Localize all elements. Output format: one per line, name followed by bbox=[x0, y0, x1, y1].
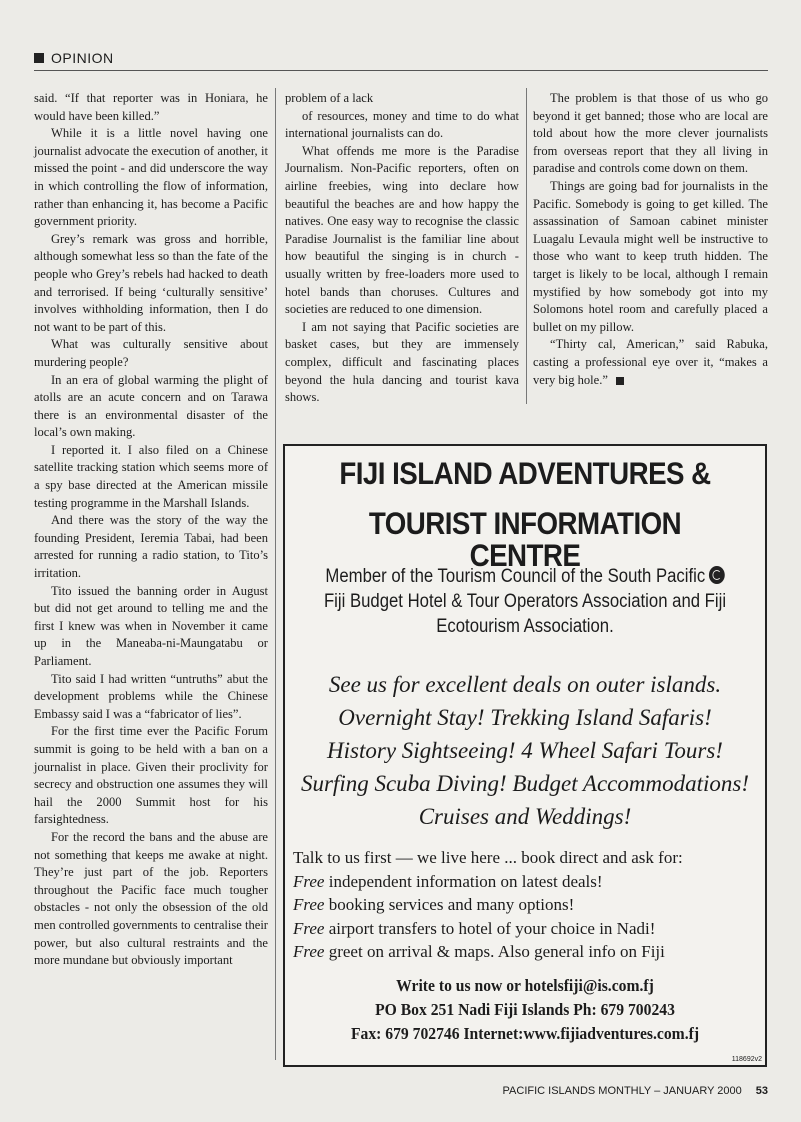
header-rule bbox=[34, 70, 768, 71]
article-column-1 bbox=[34, 90, 268, 970]
ad-slogan-line: Surfing Scuba Diving! Budget Accommodations! bbox=[300, 771, 749, 796]
ad-slogan-line: Cruises and Weddings! bbox=[418, 804, 632, 829]
ad-slogans bbox=[285, 668, 765, 833]
ad-contact-fax-web: Fax: 679 702746 Internet:www.fijiadventures.com.fj bbox=[350, 1024, 700, 1043]
column-divider bbox=[275, 88, 276, 1060]
paragraph: Tito said I had written “untruths” abut the development problems while the Chinese Embassy said I was a “fabricator of lies”. bbox=[34, 671, 268, 721]
paragraph: For the first time ever the Pacific Forum summit is going to be held with a ban on a journalist in place. Given their proclivity for secrecy and obstruction one assumes they will hail the 2000 Summit host for his farsightedness. bbox=[34, 724, 268, 827]
paragraph: The problem is that those of us who go beyond it get banned; those who are local are told about how the more clever journalists from overseas report that they all living in paradise and controls come down on them. bbox=[533, 91, 768, 176]
ad-member-line: Ecotourism Association. bbox=[436, 616, 614, 637]
publication-line: PACIFIC ISLANDS MONTHLY – JANUARY 2000 bbox=[502, 1085, 742, 1097]
free-label: Free bbox=[293, 942, 325, 961]
ad-title-line-2: TOURIST INFORMATION CENTRE bbox=[368, 505, 682, 573]
paragraph: While it is a little novel having one journalist advocate the execution of another, it missed the point - and did underscore the way in which controlling the flow of information, rather than enhancing it, has become a Pacific government priority. bbox=[34, 126, 268, 229]
section-marker-icon bbox=[34, 53, 44, 63]
ad-contact-email: Write to us now or hotelsfiji@is.com.fj bbox=[396, 976, 654, 995]
ad-member-line: Fiji Budget Hotel & Tour Operators Association and Fiji bbox=[323, 591, 727, 612]
page-footer bbox=[503, 1085, 768, 1097]
closing-quote: “Thirty cal, American,” said Rabuka, casting a professional eye over it, “makes a very big hole.” bbox=[533, 337, 768, 387]
paragraph bbox=[533, 336, 768, 389]
globe-logo-icon bbox=[709, 566, 725, 584]
paragraph: For the record the bans and the abuse are not something that keeps me awake at night. They’re just part of the job. Reporters throughout the Pacific face much tougher obstacles - not only the obsession of the old men controlled governments to centralise their power, but also cultural restraints and the more mundane but obviously important bbox=[34, 829, 268, 968]
section-header bbox=[34, 50, 114, 66]
paragraph: Things are going bad for journalists in the Pacific. Somebody is going to get killed. The assassination of Samoan cabinet minister Luagalu Levaula might well be instructive to those who want to keep truth hidden. The target is likely to be local, although I remain mystified by how somebody got into my Solomons hotel room and carefully placed a bullet on my pillow. bbox=[533, 178, 768, 334]
ad-membership bbox=[321, 564, 729, 639]
end-of-article-icon bbox=[616, 377, 624, 385]
paragraph: problem of a lack bbox=[285, 91, 374, 105]
ad-talk-line: Talk to us first — we live here ... book direct and ask for: bbox=[293, 848, 683, 867]
ad-offer-item: Free airport transfers to hotel of your choice in Nadi! bbox=[293, 918, 656, 938]
paragraph: What was culturally sensitive about murdering people? bbox=[34, 337, 268, 369]
paragraph: of resources, money and time to do what international journalists can do. bbox=[285, 108, 519, 141]
paragraph: I am not saying that Pacific societies are basket cases, but they are immensely complex, difficult and fascinating places beyond the hula dancing and tourist kava shows. bbox=[285, 319, 519, 405]
ad-contact-address: PO Box 251 Nadi Fiji Islands Ph: 679 700243 bbox=[375, 1000, 675, 1019]
paragraph: And there was the story of the way the founding President, Ieremia Tabai, had been arrested for running a radio station, to Tito’s irritation. bbox=[34, 513, 268, 581]
article-column-3 bbox=[533, 90, 768, 389]
paragraph: In an era of global warming the plight of atolls are an acute concern and on Tarawa there is an environmental disaster of the local’s own making. bbox=[34, 372, 268, 440]
ad-member-line: Member of the Tourism Council of the South Pacific bbox=[325, 566, 706, 587]
ad-offer-list bbox=[293, 846, 759, 964]
ad-reference-code: 118692v2 bbox=[731, 1056, 762, 1063]
ad-offer-item: Free independent information on latest deals! bbox=[293, 871, 603, 891]
ad-slogan-line: See us for excellent deals on outer islands. bbox=[328, 672, 722, 697]
section-title: OPINION bbox=[51, 50, 114, 66]
column-divider bbox=[526, 88, 527, 404]
page-number: 53 bbox=[755, 1085, 768, 1097]
advertisement bbox=[283, 444, 767, 1067]
ad-contact-block bbox=[285, 974, 765, 1046]
ad-title-line-1: FIJI ISLAND ADVENTURES & bbox=[339, 455, 711, 491]
paragraph: Tito issued the banning order in August but did not get around to telling me and the first I knew was when in November it came up in the Maneaba-ni-Maungatabu or Parliament. bbox=[34, 583, 268, 668]
ad-slogan-line: Overnight Stay! Trekking Island Safaris! bbox=[338, 705, 712, 730]
paragraph: Grey’s remark was gross and horrible, although somewhat less so than the fate of the people who Grey’s rebels had hacked to death and terrorised. If being ‘culturally sensitive’ involves withholding information, then I do not want to be part of this. bbox=[34, 231, 268, 334]
ad-offer-item: Free greet on arrival & maps. Also general info on Fiji bbox=[293, 942, 665, 961]
ad-slogan-line: History Sightseeing! 4 Wheel Safari Tours! bbox=[327, 738, 723, 763]
free-label: Free bbox=[293, 871, 325, 891]
ad-offer-item: Free booking services and many options! bbox=[293, 895, 575, 914]
paragraph: said. “If that reporter was in Honiara, he would have been killed.” bbox=[34, 91, 268, 123]
article-column-2 bbox=[285, 90, 519, 407]
paragraph: What offends me more is the Paradise Journalism. Non-Pacific reporters, often on airline freebies, wing into declare how beautiful the beaches are and how happy the natives. One easy way to recognise the classic Paradise Journalist is the familiar line about how beautiful the singing is in church - usually written by free-loaders more used to hotel bands than choruses. Cultures and societies are reduced to one dimension. bbox=[285, 143, 519, 317]
paragraph: I reported it. I also filed on a Chinese satellite tracking station which seems more of a spy base directed at the American missile testing programme in the Marshall Islands. bbox=[34, 442, 268, 510]
free-label: Free bbox=[293, 895, 325, 914]
free-label: Free bbox=[293, 918, 325, 938]
